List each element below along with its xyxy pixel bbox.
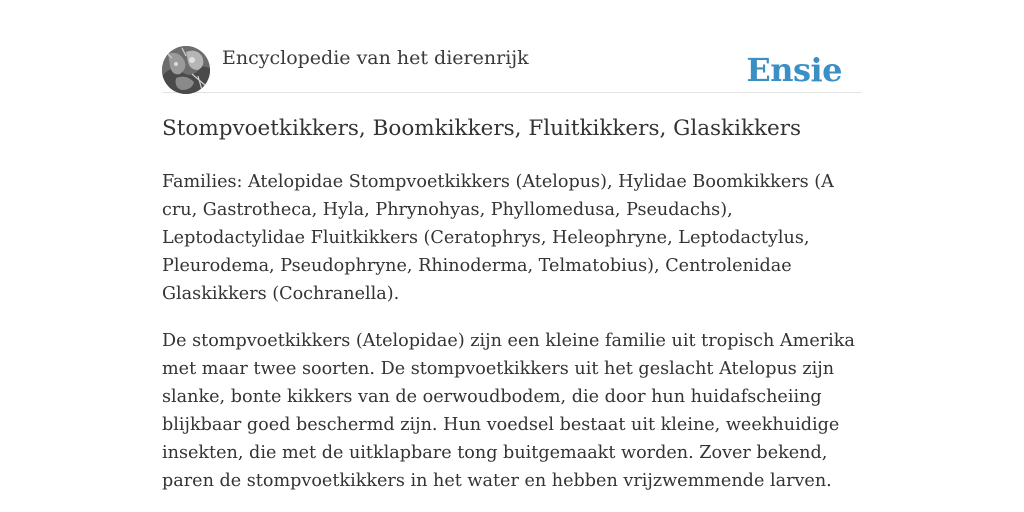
article-paragraph-families: Families: Atelopidae Stompvoetkikkers (Atelopus), Hylidae Boomkikkers (A cru, Gastrotheca, Hyla, Phrynohyas, Phyllomedusa, Pseudachs), Leptodactylidae Fluitkikkers (Ceratophrys, Heleophryne, Leptodactylus, Pleurodema, Pseudophryne, Rhinoderma, Telmatobius), Centrolenidae Glaskikkers (Cochranella). [162, 172, 834, 304]
source-avatar[interactable] [162, 46, 210, 94]
ensie-logo[interactable]: Ensie [746, 51, 842, 89]
article-paragraph-description: De stompvoetkikkers (Atelopidae) zijn een kleine familie uit tropisch Amerika met maar twee soorten. De stompvoetkikkers uit het geslacht Atelopus zijn slanke, bonte kikkers van de oerwoudbodem, die door hun huidafscheiing blijkbaar goed beschermd zijn. Hun voedsel bestaat uit kleine, weekhuidige insekten, die met de uitklapbare tong buitgemaakt worden. Zover bekend, paren de stompvoetkikkers in het water en hebben vrijzwemmende larven. [162, 331, 855, 491]
source-header [162, 44, 862, 93]
book-cover-image [162, 46, 210, 94]
article-title: Stompvoetkikkers, Boomkikkers, Fluitkikkers, Glaskikkers [162, 116, 802, 141]
source-title[interactable]: Encyclopedie van het dierenrijk [222, 47, 529, 69]
